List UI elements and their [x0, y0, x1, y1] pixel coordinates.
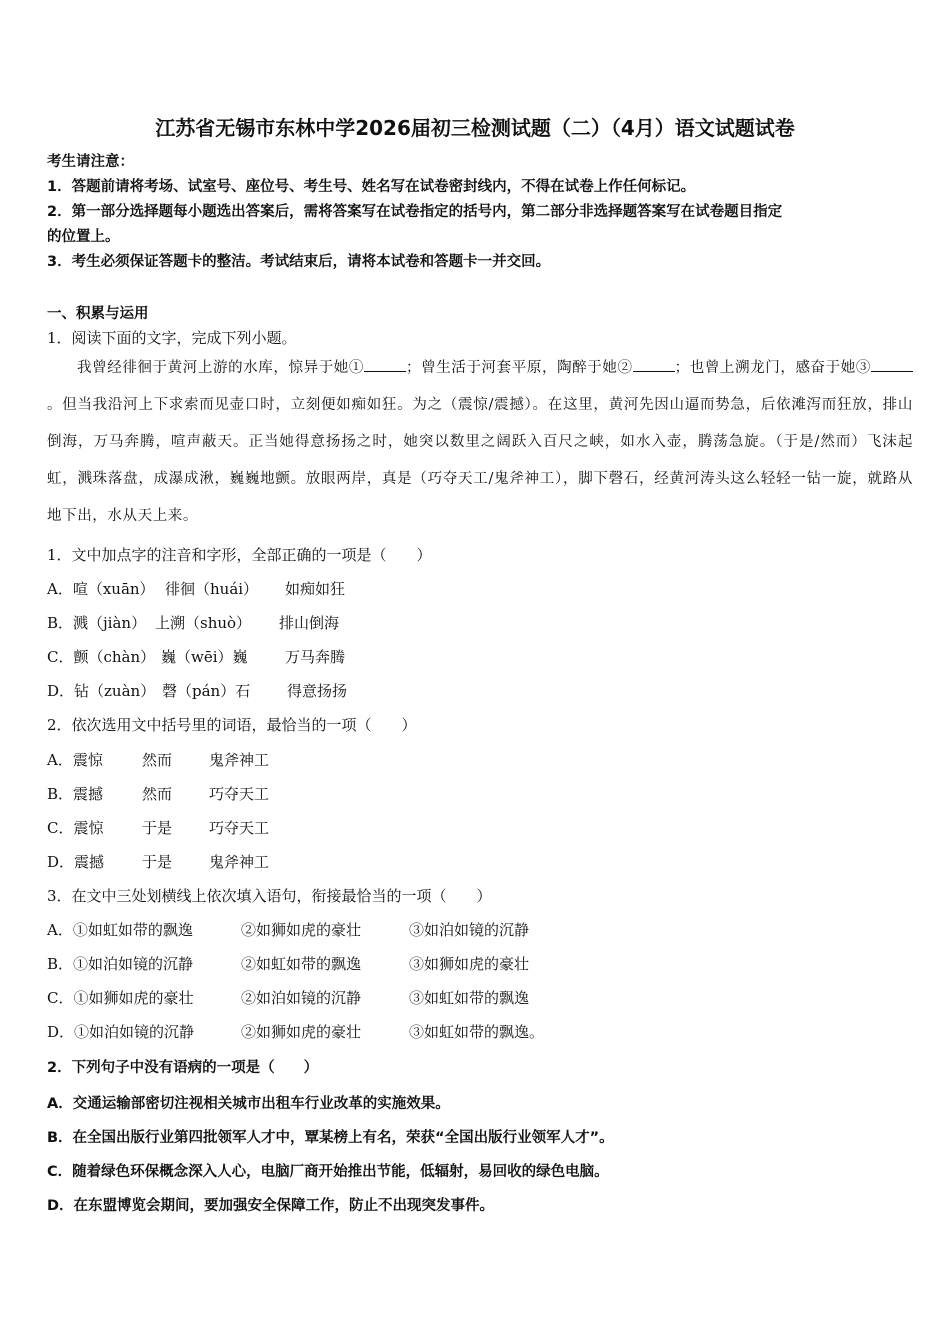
passage-part-4: 。但当我沿河上下求索而见壶口时，立刻便如痴如狂。为之（震惊/震撼）。在这里，黄河先因山逼而势急，后依滩泻而狂放，排山倒海，万马奔腾，喧声蔽天。正当她得意扬扬之时，她突以数里之阔跃入百尺之峡，如水入壶，腾荡急旋。（于是/然而）飞沫起虹，溅珠落盘，成瀑成湫，巍巍地颤。放眼两岸，真是（巧夺天工/鬼斧神工），脚下磬石，经黄河涛头这么轻轻一钻一旋，就路从地下出，水从天上来。: [47, 397, 913, 524]
option-row: [47, 1021, 544, 1042]
notice-item-2-cont: 的位置上。: [47, 229, 120, 245]
option-cell: ②如狮如虎的豪壮: [241, 1023, 362, 1041]
option-cell: ②如泊如镜的沉静: [241, 989, 362, 1007]
q2-option-d: D．在东盟博览会期间，要加强安全保障工作，防止不出现突发事件。: [47, 1198, 495, 1214]
option-cell: 得意扬扬: [287, 682, 348, 700]
passage-part-3: ；也曾上溯龙门，感奋于她③: [674, 360, 871, 376]
option-row: [47, 612, 339, 633]
option-cell: 徘徊（huái）: [165, 580, 259, 598]
option-row: [47, 783, 269, 804]
question-stem: 2．依次选用文中括号里的词语，最恰当的一项（ ）: [47, 716, 417, 734]
blank-3: [871, 357, 913, 372]
option-cell: A．①如虹如带的飘逸: [47, 921, 193, 939]
option-cell: B．溅（jiàn）: [47, 614, 147, 632]
notice-heading: 考生请注意：: [47, 154, 134, 170]
option-cell: D．钻（zuàn）: [47, 682, 156, 700]
q2-stem: 2．下列句子中没有语病的一项是（ ）: [47, 1060, 319, 1076]
notice-item-3: 3．考生必须保证答题卡的整洁。考试结束后，请将本试卷和答题卡一并交回。: [47, 254, 551, 270]
option-cell: C．颤（chàn）: [47, 648, 156, 666]
option-cell: 如痴如狂: [285, 580, 346, 598]
option-row: [47, 646, 345, 667]
option-cell: 排山倒海: [279, 614, 340, 632]
option-cell: ③如虹如带的飘逸: [409, 989, 530, 1007]
passage-part-1: 我曾经徘徊于黄河上游的水库，惊异于她①: [77, 360, 365, 376]
option-row: [47, 919, 529, 940]
option-cell: 于是: [142, 853, 173, 871]
option-cell: B．震撼: [47, 785, 104, 803]
option-cell: 巧夺天工: [209, 819, 270, 837]
option-cell: ②如虹如带的飘逸: [241, 955, 362, 973]
option-cell: 于是: [142, 819, 173, 837]
option-row: [47, 578, 345, 599]
option-cell: 巍（wēi）巍: [161, 648, 248, 666]
option-cell: A．喧（xuān）: [47, 580, 155, 598]
option-cell: 鬼斧神工: [209, 751, 270, 769]
question-stem: 3．在文中三处划横线上依次填入语句，衔接最恰当的一项（ ）: [47, 887, 492, 905]
option-cell: 然而: [142, 751, 173, 769]
option-cell: D．震撼: [47, 853, 105, 871]
exam-title: 江苏省无锡市东林中学2026届初三检测试题（二）（4月）语文试题试卷: [155, 116, 795, 140]
option-cell: C．①如狮如虎的豪壮: [47, 989, 194, 1007]
option-row: [47, 851, 269, 872]
blank-1: [364, 357, 406, 372]
option-cell: 万马奔腾: [285, 648, 346, 666]
option-cell: ②如狮如虎的豪壮: [241, 921, 362, 939]
option-row: [47, 680, 347, 701]
q2-option-b: B．在全国出版行业第四批领军人才中，覃某榜上有名，荣获“全国出版行业领军人才”。: [47, 1130, 614, 1146]
q2-option-a: A．交通运输部密切注视相关城市出租车行业改革的实施效果。: [47, 1096, 450, 1112]
notice-block: [47, 150, 907, 275]
option-cell: ③如泊如镜的沉静: [409, 921, 530, 939]
option-cell: 磬（pán）石: [162, 682, 251, 700]
option-cell: B．①如泊如镜的沉静: [47, 955, 194, 973]
blank-2: [633, 357, 675, 372]
notice-item-1: 1．答题前请将考场、试室号、座位号、考生号、姓名写在试卷密封线内，不得在试卷上作任何标记。: [47, 179, 696, 195]
section-heading: 一、积累与运用: [47, 306, 149, 322]
passage-part-2: ；曾生活于河套平原，陶醉于她②: [406, 360, 633, 376]
option-cell: ③如狮如虎的豪壮: [409, 955, 530, 973]
option-row: [47, 817, 269, 838]
option-cell: D．①如泊如镜的沉静: [47, 1023, 195, 1041]
option-cell: 鬼斧神工: [209, 853, 270, 871]
notice-item-2: 2．第一部分选择题每小题选出答案后，需将答案写在试卷指定的括号内，第二部分非选择题答案写在试卷题目指定: [47, 204, 783, 220]
option-row: [47, 749, 269, 770]
q1-intro: 1．阅读下面的文字，完成下列小题。: [47, 329, 297, 347]
option-cell: 上溯（shuò）: [155, 614, 252, 632]
option-row: [47, 987, 529, 1008]
q2-option-c: C．随着绿色环保概念深入人心，电脑厂商开始推出节能，低辐射，易回收的绿色电脑。: [47, 1164, 609, 1180]
option-cell: A．震惊: [47, 751, 103, 769]
option-cell: C．震惊: [47, 819, 104, 837]
option-cell: 巧夺天工: [209, 785, 270, 803]
option-row: [47, 953, 529, 974]
reading-passage: [47, 350, 913, 535]
option-cell: ③如虹如带的飘逸。: [409, 1023, 545, 1041]
question-stem: 1．文中加点字的注音和字形，全部正确的一项是（ ）: [47, 546, 432, 564]
option-cell: 然而: [142, 785, 173, 803]
